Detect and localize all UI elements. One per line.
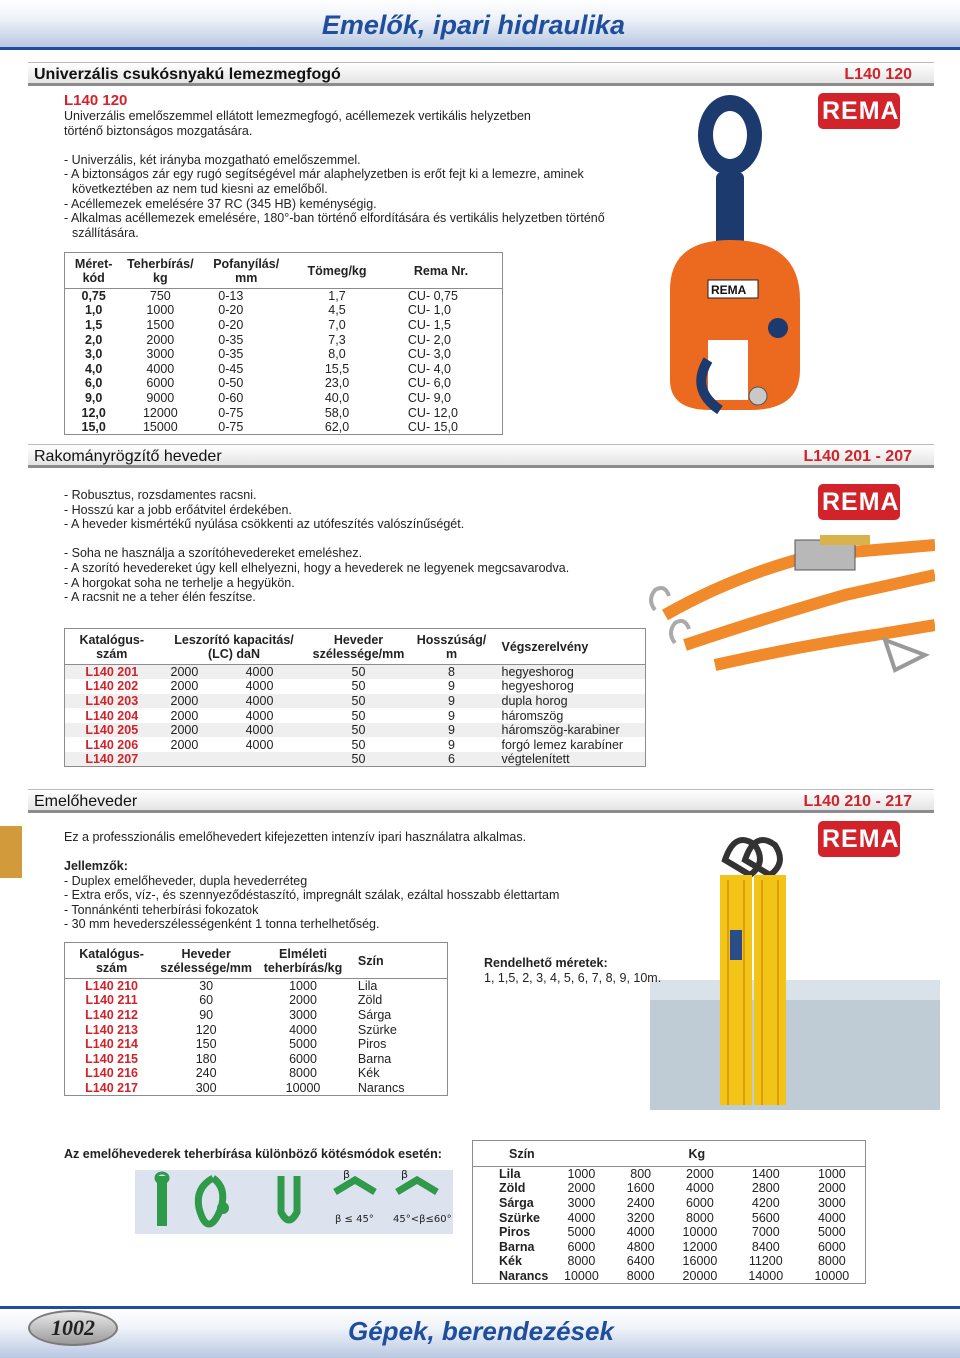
table-cell: 2000 [159,723,238,738]
s3-intro: Ez a professzionális emelőhevedert kifejezetten intenzív ipari használatra alkalmas. [64,830,527,844]
table-cell: 4000 [686,1181,714,1196]
table-cell: CU- 1,0 [407,303,451,318]
table-row [65,405,503,420]
table-cell: CU- 9,0 [407,390,451,405]
table-cell: 3200 [626,1210,655,1225]
col-header-capacity: Teherbírás/ kg [127,256,194,285]
table-cell: 0-35 [218,332,244,347]
table-cell: 1,0 [84,303,103,318]
table-row [473,1196,866,1211]
table-cell: 8,0 [328,347,346,362]
table-cell: 2000 [567,1181,596,1196]
table-cell: 12,0 [81,405,106,420]
table-cell: CU- 12,0 [407,405,458,420]
table-cell: 2000 [289,993,317,1008]
table-cell: 50 [310,723,408,738]
col-header-length: Hosszúság/ m [416,632,487,661]
table-cell: 150 [195,1037,217,1052]
table-cell: 50 [310,694,408,709]
section-title: Emelőheveder [34,793,138,810]
table-cell: 0-20 [218,317,244,332]
rema-logo: REMA [818,821,900,857]
table-cell: 6000 [567,1239,596,1254]
table-cell: 8000 [289,1066,317,1081]
table-cell: 8000 [817,1254,846,1269]
table-cell: 6 [408,752,496,767]
table-cell: L140 201 [65,665,159,680]
table-row [65,694,646,709]
s1-description: Univerzális emelőszemmel ellátott lemezmegfogó, acéllemezek vertikális helyzetben történő biztonságos mozgatására. - Univerzális, két irányba mozgatható emelőszemmel. - A biztonságos zár egy rugó segítségével már alaphelyzetben is erőt fejt ki a lemezre, aminek következtében az nem tud kiesni az emelőből. - Acéllemezek emelésére 37 RC (345 HB) keménységig. - Alkalmas acéllemezek emelésére, 180°-ban történő elfordítására és vertikális helyzetben történő szállítására. [64,109,605,240]
section-title: Rakományrögzítő heveder [34,448,222,465]
table-cell: 9,0 [84,390,103,405]
table-row [65,332,503,347]
tie-down-table [64,628,646,767]
table-row [65,979,448,994]
table-cell: 4800 [626,1239,655,1254]
table-cell: 15,0 [81,419,106,434]
table-cell: 2000 [170,737,199,752]
table-cell: 23,0 [324,376,350,391]
svg-text:β: β [343,1170,351,1181]
col-header-width: Heveder szélessége/mm [312,632,405,661]
table-cell: 2800 [751,1181,780,1196]
table-cell: 14000 [748,1268,784,1283]
col-header-size: Méret- kód [74,256,113,285]
table-cell: 30 [199,979,214,994]
section-code: L140 201 - 207 [803,448,912,465]
table-cell: 3000 [817,1195,846,1210]
table-cell: 6000 [686,1195,714,1210]
table-cell: 5600 [751,1210,780,1225]
table-cell: 10000 [285,1080,321,1095]
table-cell: L140 202 [85,679,139,694]
svg-text:β ≤ 45°: β ≤ 45° [335,1214,374,1225]
table-cell: 0-13 [218,289,244,304]
table-row [65,752,646,767]
col-header-lc: Leszorító kapacitás/ (LC) daN [174,632,294,661]
table-cell: 4000 [238,723,310,738]
table-cell: dupla horog [496,694,646,709]
table-cell: háromszög-karabiner [496,723,646,738]
table-cell: 1400 [751,1167,780,1182]
table-cell: 4000 [146,361,175,376]
table-cell: 1000 [146,303,175,318]
table-cell [238,752,310,767]
table-cell: L140 203 [65,694,159,709]
lifting-sling-table [64,942,448,1096]
table-cell: 5000 [817,1225,846,1240]
table-cell: 9 [448,679,455,694]
table-cell: 4000 [817,1210,846,1225]
table-row [65,376,503,391]
table-cell: Piros [357,1037,387,1052]
table-cell: 4000 [245,708,274,723]
section-bar-tie-down [28,444,934,468]
table-cell: 1,7 [328,289,346,304]
table-row [473,1254,866,1269]
plate-clamp-table [64,252,503,435]
table-cell: végtelenített [496,752,646,767]
table-cell: 50 [310,752,408,767]
table-cell: 4000 [289,1022,317,1037]
table-cell: 6400 [626,1254,655,1269]
table-cell: 2000 [146,332,175,347]
table-cell: 2000 [159,694,238,709]
table-cell: 6000 [146,376,175,391]
table-cell: 4000 [245,679,274,694]
table-cell: L140 204 [85,708,139,723]
table-row [473,1167,866,1182]
table-cell: 8400 [751,1239,780,1254]
page-number: 1002 [28,1310,118,1346]
table-cell: 50 [310,665,408,680]
table-row [65,289,503,304]
table-cell: CU- 2,0 [407,332,451,347]
table-cell: 58,0 [324,405,350,420]
table-cell: CU- 6,0 [407,376,451,391]
table-cell: 7000 [751,1225,780,1240]
table-row [65,1008,448,1023]
col-header-end-fitting: Végszerelvény [501,639,589,654]
table-cell: L140 206 [85,737,139,752]
table-cell: 3000 [146,347,175,362]
col-header-width: Heveder szélessége/mm [160,946,253,975]
svg-text:REMA: REMA [711,283,747,297]
table-cell: 10000 [564,1268,599,1283]
table-cell: L140 213 [85,1022,138,1037]
table-cell: 10000 [682,1225,718,1240]
table-cell: 90 [199,1007,214,1022]
table-cell: 9000 [146,390,175,405]
table-cell: 6000 [817,1239,846,1254]
table-row [473,1239,866,1254]
table-cell: 11200 [748,1254,783,1269]
section-code: L140 210 - 217 [803,793,912,810]
lifting-sling-image [650,820,940,1110]
col-header-color: Szín [509,1146,535,1161]
table-cell: 0-35 [218,347,244,362]
section-bar-plate-clamp [28,62,934,86]
table-cell: Zöld [499,1181,526,1196]
table-cell: 10000 [814,1268,850,1283]
table-cell: 0-45 [218,361,244,376]
table-cell: 4,0 [84,361,103,376]
table-cell: Zöld [357,993,383,1008]
table-cell: 50 [351,737,366,752]
table-cell: 5000 [567,1225,596,1240]
table-row [65,318,503,333]
table-row [65,723,646,738]
table-cell: 2000 [170,679,199,694]
table-cell: L140 210 [85,979,138,994]
s2-description: - Robusztus, rozsdamentes racsni. - Hosszú kar a jobb erőátvitel érdekében. - A heveder kismértékű nyúlása csökkenti az utófeszítés valószínűségét. - Soha ne használja a szorítóhevedereket emeléshez. - A szorító hevedereket úgy kell elhelyezni, hogy a hevederek ne legyenek megcsavarodva. - A horgokat soha ne terhelje a hegyükön. - A racsnit ne a teher élén feszítse. [64,488,570,605]
table-cell: 8 [408,665,496,680]
table-cell: 4000 [245,737,274,752]
table-cell: 2000 [170,708,199,723]
table-cell: L140 216 [85,1066,138,1081]
table-cell: Sárga [499,1195,534,1210]
table-cell: 3000 [289,1007,317,1022]
table-cell: 5000 [289,1037,317,1052]
col-header-kg: Kg [688,1146,706,1161]
table-cell: Barna [499,1239,535,1254]
lifting-modes-diagram [135,1170,453,1234]
col-header-jaw: Pofanyílás/ mm [213,256,280,285]
table-cell: L140 211 [85,993,138,1008]
table-cell: 4200 [751,1195,780,1210]
table-cell: hegyeshorog [501,679,574,694]
table-cell: 50 [351,679,366,694]
table-cell: 9 [408,723,496,738]
table-cell: L140 214 [85,1037,138,1052]
table-cell: 2400 [626,1195,655,1210]
table-cell: 8000 [626,1268,655,1283]
table-row [65,347,503,362]
section-bar-lifting-sling [28,789,934,813]
rema-logo: REMA [818,484,900,520]
table-cell: 16000 [682,1254,718,1269]
table-cell: 1,5 [84,317,103,332]
table-cell: 15,5 [324,361,350,376]
table-cell: CU- 15,0 [407,419,458,434]
table-cell: Lila [357,979,378,994]
rema-logo: REMA [818,93,900,129]
table-cell: 1500 [146,317,175,332]
table-cell: 20000 [682,1268,718,1283]
table-cell: 12000 [682,1239,718,1254]
table-cell: CU- 3,0 [407,347,451,362]
table-cell: Narancs [499,1268,549,1283]
table-cell: Barna [357,1051,392,1066]
table-cell: Szürke [499,1210,540,1225]
table-cell: Lila [499,1167,521,1182]
table-cell: 7,3 [328,332,346,347]
table-cell: CU- 4,0 [407,361,451,376]
table-cell: háromszög [501,708,564,723]
table-cell: 240 [195,1066,217,1081]
table-row [65,1022,448,1037]
svg-text:β: β [401,1170,409,1181]
table-row [65,665,646,680]
table-cell: 3000 [567,1195,596,1210]
table-cell: 40,0 [324,390,350,405]
col-header-weight: Tömeg/kg [307,263,367,278]
table-row [65,1081,448,1096]
table-cell: 2,0 [84,332,103,347]
table-cell: CU- 1,5 [407,317,451,332]
table-cell [159,752,238,767]
table-row [473,1225,866,1240]
table-row [65,1051,448,1066]
footer-title: Gépek, berendezések [348,1316,614,1346]
table-cell: 1000 [817,1167,846,1182]
table-cell: 1000 [289,979,317,994]
table-row [65,391,503,406]
table-cell: 2000 [159,665,238,680]
table-cell: 7,0 [328,317,346,332]
table-cell: 4,5 [328,303,346,318]
table-cell: 180 [195,1051,217,1066]
table-cell: 4000 [238,665,310,680]
ratchet-strap-image [645,535,935,685]
table-cell: 9 [448,708,455,723]
table-row [473,1269,866,1284]
section-code: L140 120 [844,66,912,83]
table-row [65,679,646,694]
table-cell: L140 215 [85,1051,138,1066]
table-cell: Piros [499,1225,531,1240]
table-cell: 12000 [142,405,178,420]
table-cell: 800 [630,1167,652,1182]
col-header-catalog: Katalógus- szám [79,632,145,661]
table-cell: L140 205 [65,723,159,738]
table-cell: 4000 [238,694,310,709]
table-row [65,361,503,376]
col-header-rema: Rema Nr. [413,263,469,278]
table-cell: 6,0 [84,376,103,391]
table-cell: forgó lemez karabíner [501,737,624,752]
table-cell: 6000 [289,1051,317,1066]
table-cell: 50 [351,708,366,723]
table-cell: hegyeshorog [496,665,646,680]
table-row [65,1066,448,1081]
lifting-modes-title: Az emelőhevederek teherbírása különböző kötésmódok esetén: [64,1147,442,1161]
table-row [65,420,503,435]
plate-clamp-image [650,90,810,420]
table-cell: Narancs [357,1080,405,1095]
table-row [473,1181,866,1196]
table-cell: 750 [149,289,171,304]
table-row [65,737,646,752]
page-header-title: Emelők, ipari hidraulika [321,10,625,40]
table-cell: 9 [448,737,455,752]
table-cell: 0-20 [218,303,244,318]
svg-text:45°<β≤60°: 45°<β≤60° [393,1214,452,1225]
table-row [65,993,448,1008]
col-header-catalog: Katalógus- szám [79,946,144,975]
col-header-capacity: Elméleti teherbírás/kg [263,946,343,975]
table-cell: L140 217 [85,1080,138,1095]
table-cell: 15000 [142,419,178,434]
product-code: L140 120 [64,92,128,109]
table-cell: 1600 [626,1181,655,1196]
table-cell: 0,75 [81,289,106,304]
col-header-color: Szín [357,953,384,968]
table-cell: 60 [199,993,214,1008]
table-cell: 3,0 [84,347,103,362]
table-cell: 9 [408,694,496,709]
table-cell: Kék [357,1066,380,1081]
table-cell: 2000 [686,1167,714,1182]
table-cell: 0-75 [218,419,244,434]
table-row [65,1037,448,1052]
table-cell: 0-50 [218,376,244,391]
table-cell: 8000 [686,1210,714,1225]
table-cell: CU- 0,75 [407,289,458,304]
table-cell: 8000 [567,1254,596,1269]
color-capacity-table [472,1140,866,1284]
table-cell: 62,0 [324,419,350,434]
table-cell: 4000 [567,1210,596,1225]
table-row [65,303,503,318]
available-sizes: Rendelhető méretek: 1, 1,5, 2, 3, 4, 5, 6, 7, 8, 9, 10m. [484,956,662,985]
table-cell: Kék [499,1254,522,1269]
table-cell: 1000 [567,1167,596,1182]
table-cell: 120 [195,1022,217,1037]
table-cell: Sárga [357,1007,392,1022]
table-row [473,1210,866,1225]
table-cell: L140 207 [65,752,159,767]
section-title: Univerzális csukósnyakú lemezmegfogó [34,66,341,83]
side-tab [0,826,22,878]
table-cell: 2000 [817,1181,846,1196]
table-cell: 4000 [626,1225,655,1240]
table-cell: 300 [195,1080,217,1095]
s3-features: Jellemzők: - Duplex emelőheveder, dupla hevederréteg - Extra erős, víz-, és szennyeződéstaszító, impregnált szálak, ezáltal hosszabb élettartam - Tonnánkénti teherbírási fokozatok - 30 mm hevederszélességenként 1 tonna terhelhetőség. [64,859,560,932]
table-cell: 0-60 [218,390,244,405]
table-cell: L140 212 [85,1007,138,1022]
table-cell: 0-75 [218,405,244,420]
table-cell: Szürke [357,1022,397,1037]
table-row [65,708,646,723]
